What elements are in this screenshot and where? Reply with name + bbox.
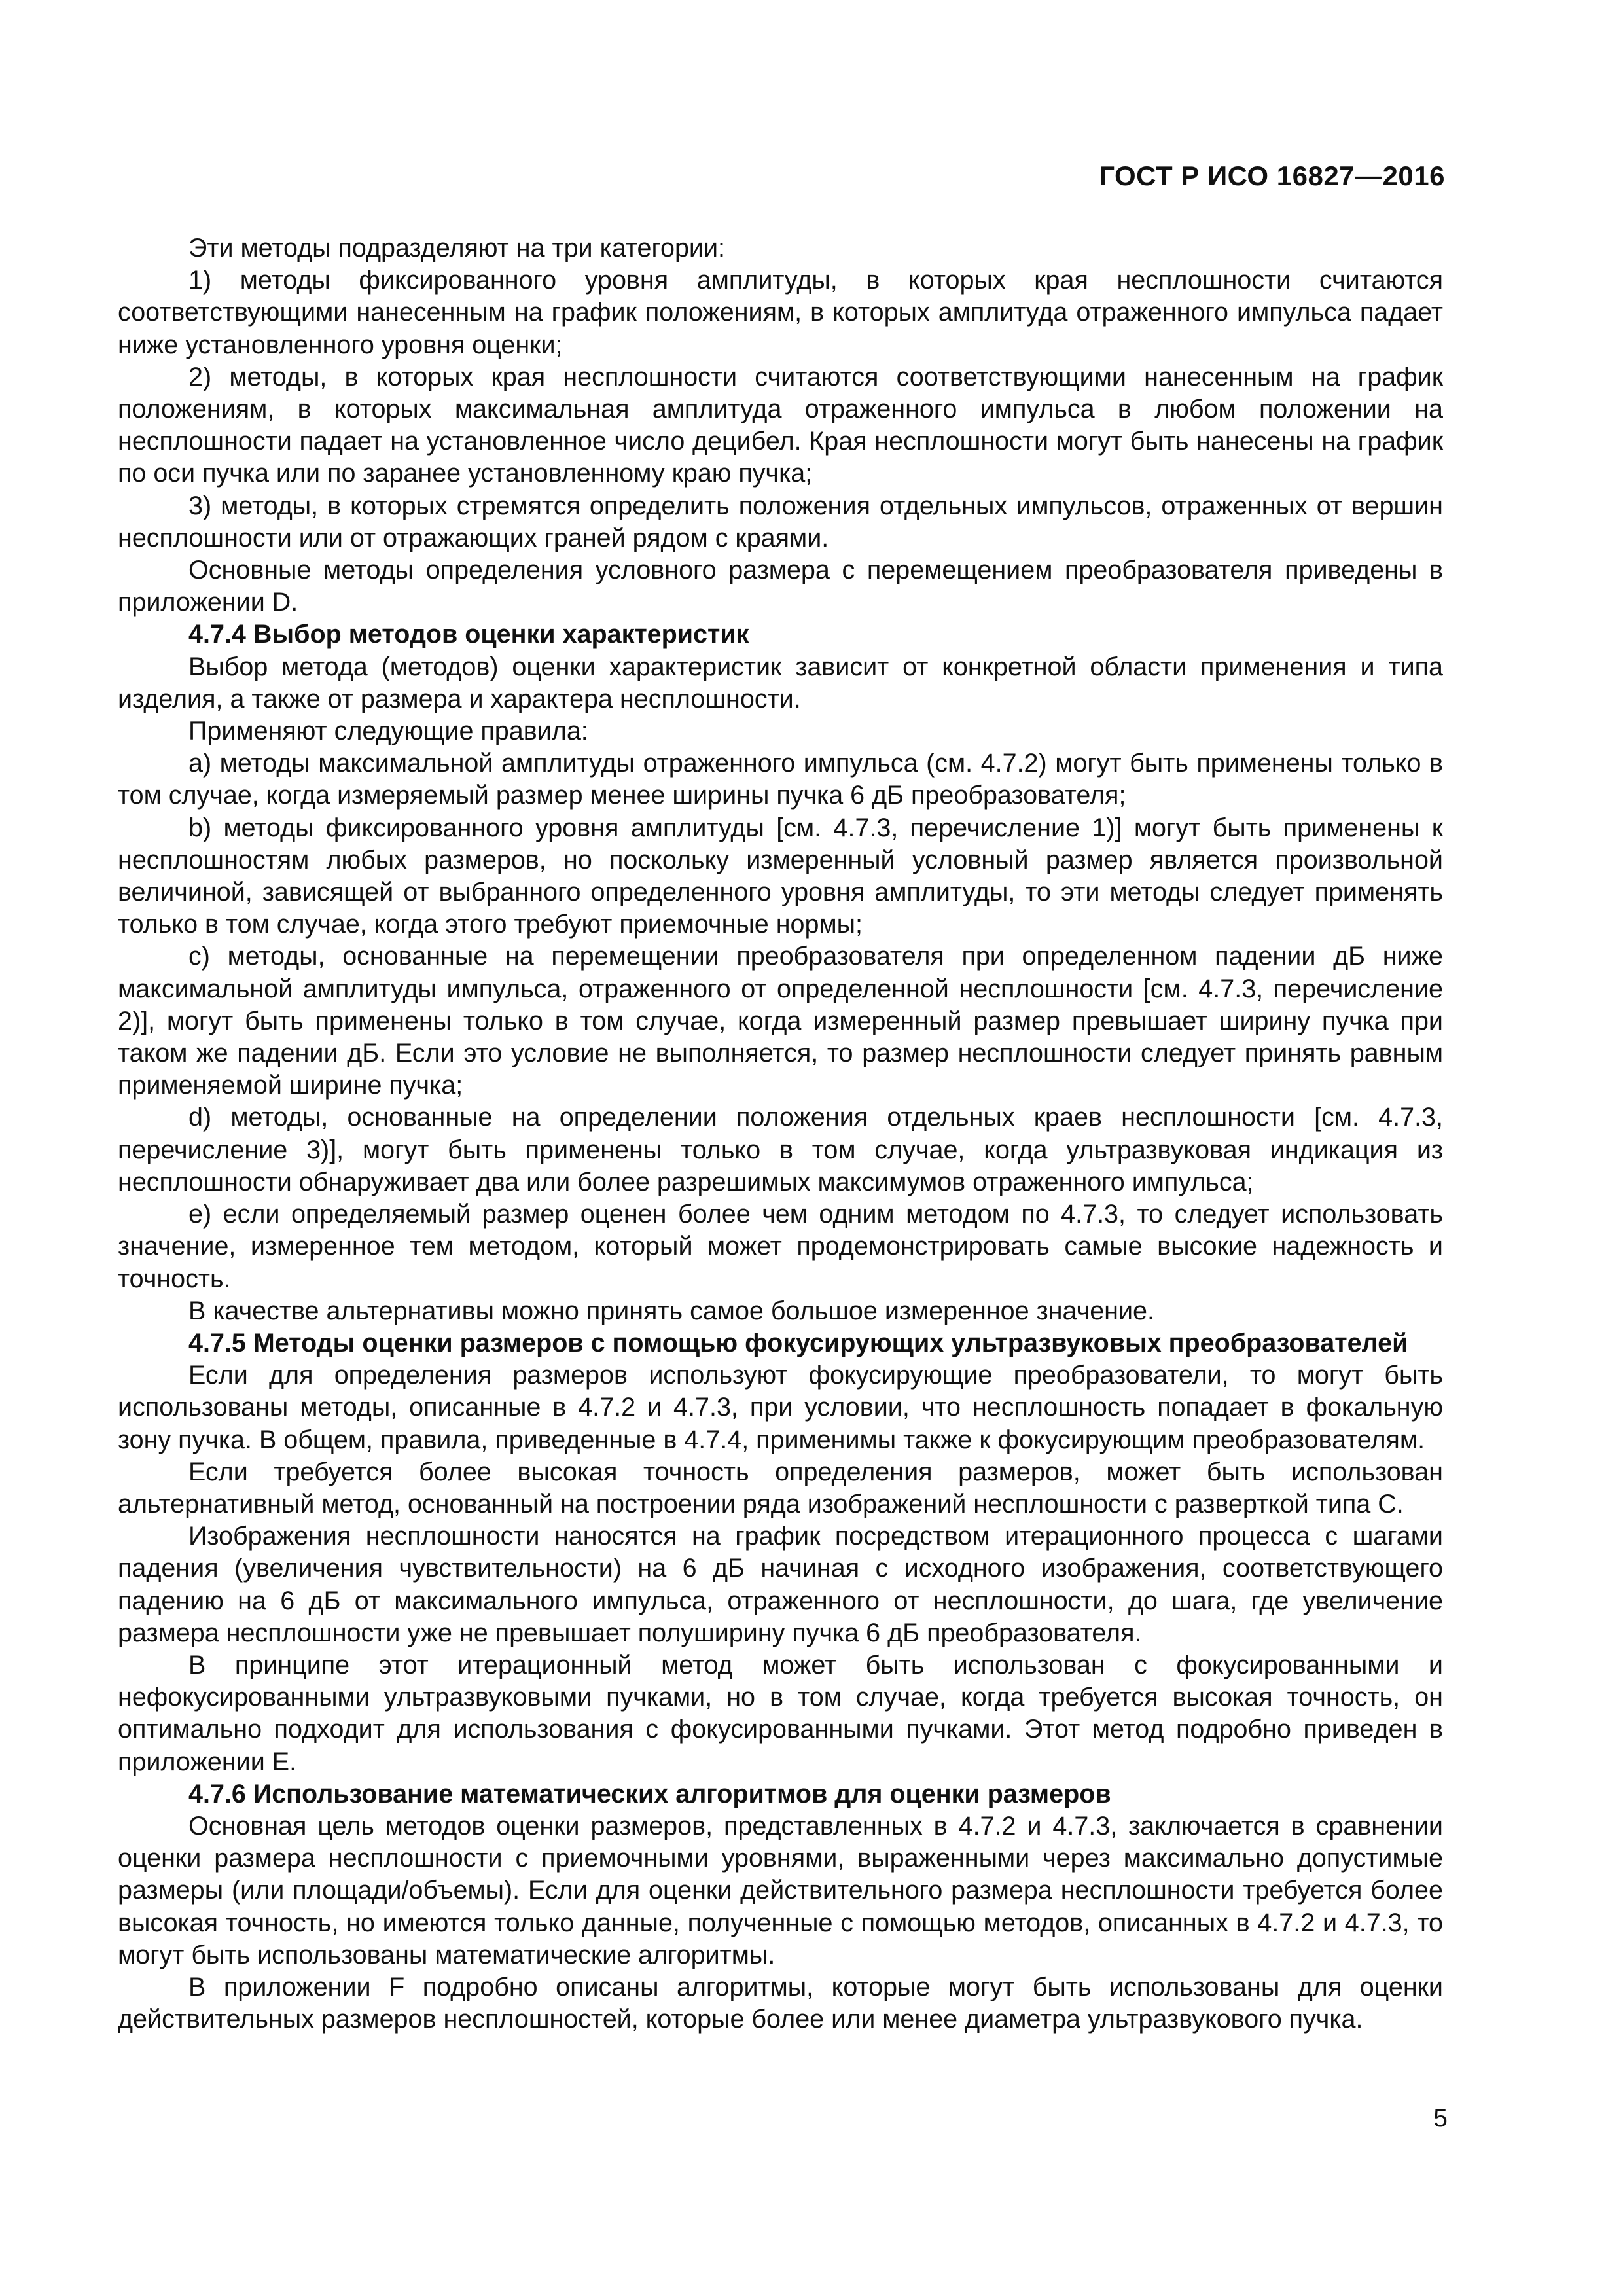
paragraph: b) методы фиксированного уровня амплитуды [см. 4.7.3, перечисление 1)] могут быть применены к несплошностям любых размеров, но поскольку измеренный условный размер является произвольной величиной, зависящей от выбранного определенного уровня амплитуды, то эти методы следует применять только в том случае, когда этого требуют приемочные нормы; xyxy=(118,813,1443,939)
section-heading: 4.7.4 Выбор методов оценки характеристик xyxy=(188,620,749,649)
paragraph: e) если определяемый размер оценен более чем одним методом по 4.7.3, то следует использовать значение, измеренное тем методом, который может продемонстрировать самые высокие надежность и точность. xyxy=(118,1200,1443,1293)
paragraph: c) методы, основанные на перемещении преобразователя при определенном падении дБ ниже максимальной амплитуды импульса, отраженного от определенной несплошности [см. 4.7.3, перечисление 2)], могут быть применены только в том случае, когда измеренный размер превышает ширину пучка при таком же падении дБ. Если это условие не выполняется, то размер несплошности следует принять равным применяемой ширине пучка; xyxy=(118,942,1443,1100)
paragraph: Эти методы подразделяют на три категории: xyxy=(188,234,726,262)
paragraph: В принципе этот итерационный метод может быть использован с фокусированными и нефокусированными ультразвуковыми пучками, но в том случае, когда требуется высокая точность, он оптимально подходит для использования с фокусированными пучками. Этот метод подробно приведен в приложении E. xyxy=(118,1650,1443,1776)
paragraph: Если для определения размеров используют фокусирующие преобразователи, то могут быть использованы методы, описанные в 4.7.2 и 4.7.3, при условии, что несплошность попадает в фокальную зону пучка. В общем, правила, приведенные в 4.7.4, применимы также к фокусирующим преобразователям. xyxy=(118,1361,1443,1454)
standard-header: ГОСТ Р ИСО 16827—2016 xyxy=(1099,160,1445,191)
paragraph: Выбор метода (методов) оценки характеристик зависит от конкретной области применения и типа изделия, а также от размера и характера несплошности. xyxy=(118,652,1443,713)
paragraph: 3) методы, в которых стремятся определить положения отдельных импульсов, отраженных от вершин несплошности или от отражающих граней рядом с краями. xyxy=(118,491,1443,552)
paragraph: Основная цель методов оценки размеров, представленных в 4.7.2 и 4.7.3, заключается в сравнении оценки размера несплошности с приемочными уровнями, выраженными через максимально допустимые размеры (или площади/объемы). Если для оценки действительного размера несплошности требуется более высокая точность, но имеются только данные, полученные с помощью методов, описанных в 4.7.2 и 4.7.3, то могут быть использованы математические алгоритмы. xyxy=(118,1811,1443,1969)
paragraph: В качестве альтернативы можно принять самое большое измеренное значение. xyxy=(188,1296,1154,1325)
paragraph: 1) методы фиксированного уровня амплитуды, в которых края несплошности считаются соответствующими нанесенным на график положениям, в которых амплитуда отраженного импульса падает ниже установленного уровня оценки; xyxy=(118,266,1443,359)
page-number: 5 xyxy=(1433,2104,1448,2132)
paragraph: Применяют следующие правила: xyxy=(188,717,588,746)
paragraph: Основные методы определения условного размера с перемещением преобразователя приведены в приложении D. xyxy=(118,556,1443,617)
paragraph: d) методы, основанные на определении положения отдельных краев несплошности [см. 4.7.3, перечисление 3)], могут быть применены только в том случае, когда ультразвуковая индикация из несплошности обнаруживает два или более разрешимых максимумов отраженного импульса; xyxy=(118,1103,1443,1196)
paragraph: 2) методы, в которых края несплошности считаются соответствующими нанесенным на график положениям, в которых максимальная амплитуда отраженного импульса в любом положении на несплошности падает на установленное число децибел. Края несплошности могут быть нанесены на график по оси пучка или по заранее установленному краю пучка; xyxy=(118,362,1443,488)
paragraph: В приложении F подробно описаны алгоритмы, которые могут быть использованы для оценки действительных размеров несплошностей, которые более или менее диаметра ультразвукового пучка. xyxy=(118,1972,1443,2034)
section-heading: 4.7.6 Использование математических алгоритмов для оценки размеров xyxy=(188,1779,1111,1808)
section-heading: 4.7.5 Методы оценки размеров с помощью фокусирующих ультразвуковых преобразователей xyxy=(188,1328,1408,1357)
paragraph: Изображения несплошности наносятся на график посредством итерационного процесса с шагами падения (увеличения чувствительности) на 6 дБ начиная с исходного изображения, соответствующего падению на 6 дБ от максимального импульса, отраженного от несплошности, до шага, где увеличение размера несплошности уже не превышает полуширину пучка 6 дБ преобразователя. xyxy=(118,1522,1443,1647)
paragraph: Если требуется более высокая точность определения размеров, может быть использован альтернативный метод, основанный на построении ряда изображений несплошности с разверткой типа С. xyxy=(118,1457,1443,1518)
document-body xyxy=(118,232,1443,2036)
paragraph: a) методы максимальной амплитуды отраженного импульса (см. 4.7.2) могут быть применены только в том случае, когда измеряемый размер менее ширины пучка 6 дБ преобразователя; xyxy=(118,749,1443,810)
